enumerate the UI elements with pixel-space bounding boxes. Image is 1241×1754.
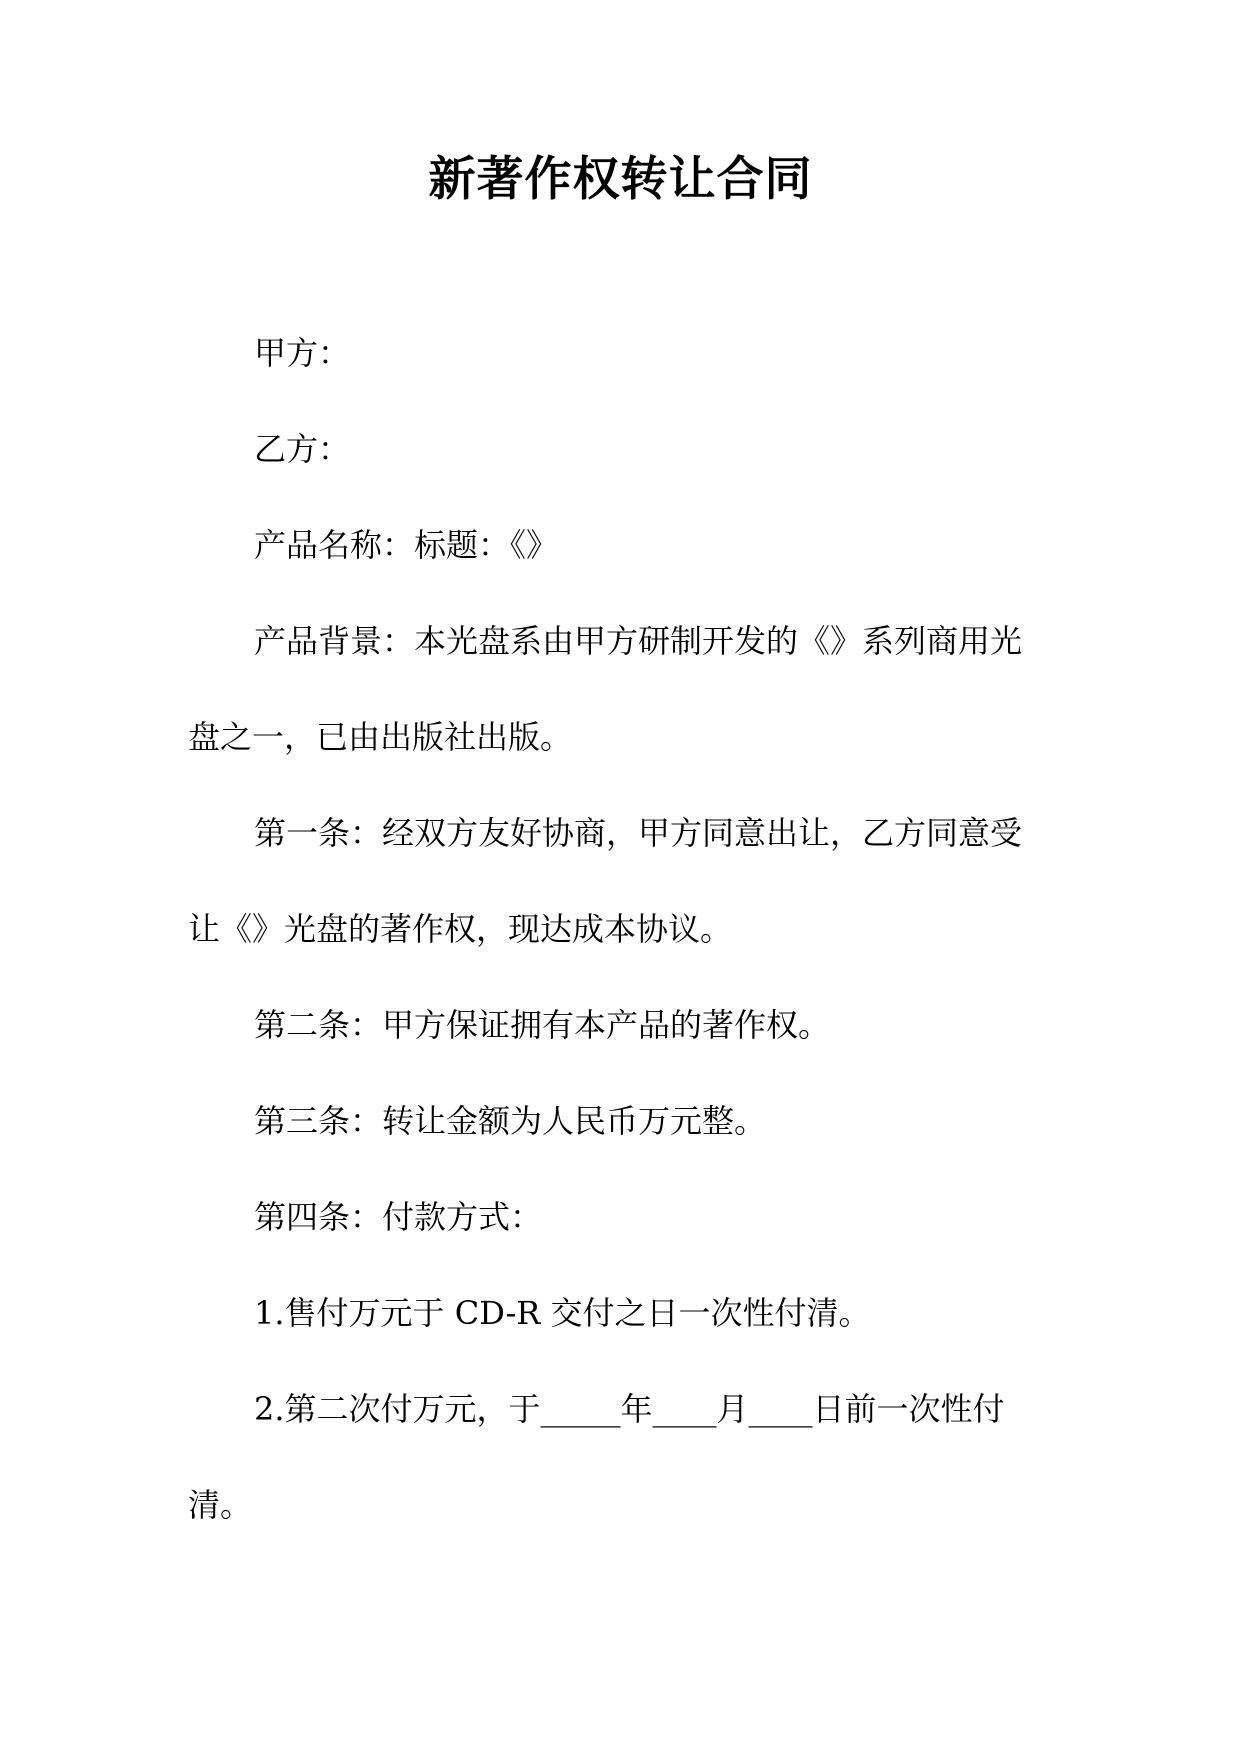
article-1-paragraph: 第一条：经双方友好协商，甲方同意出让，乙方同意受让《》光盘的著作权，现达成本协议。 [188, 814, 1023, 948]
article-2-paragraph: 第二条：甲方保证拥有本产品的著作权。 [254, 1006, 831, 1044]
product-name-line: 产品名称：标题：《》 [254, 526, 559, 564]
payment-item-1: 1.售付万元于 CD-R 交付之日一次性付清。 [254, 1294, 871, 1332]
article-3-paragraph: 第三条：转让金额为人民币万元整。 [254, 1102, 767, 1140]
party-b-line: 乙方： [254, 430, 351, 468]
payment-item-2: 2.第二次付万元，于_____年____月____日前一次性付清。 [188, 1390, 1005, 1524]
article-4-paragraph: 第四条：付款方式： [254, 1198, 543, 1236]
product-background-paragraph: 产品背景：本光盘系由甲方研制开发的《》系列商用光盘之一，已由出版社出版。 [188, 622, 1023, 756]
document-title: 新著作权转让合同 [428, 152, 813, 207]
party-a-line: 甲方： [254, 334, 351, 372]
document-body [188, 305, 1048, 1553]
